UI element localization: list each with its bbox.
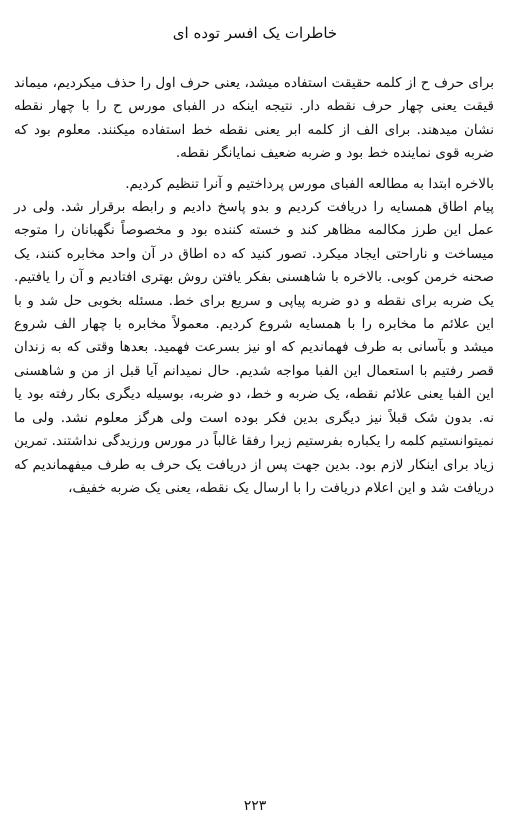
body-paragraph: بالاخره ابتدا به مطالعه الفبای مورس پرداختیم و آنرا تنظیم کردیم. — [125, 175, 494, 192]
page-body — [14, 72, 494, 500]
page-number: ۲۲۳ — [243, 798, 267, 814]
body-paragraph: پیام اطاق همسایه را دریافت کردیم و بدو پاسخ دادیم و رابطه برقرار شد. ولی در عمل این طرز مکالمه مظاهر کند و خسته کننده بود و مخصوصاً نگهبانان را متوجه میساخت و ناراحتی ایجاد میکرد. تصور کنید که ده اطاق در آن واحد مخابره کنند، یک صحنه خرمن کوبی. بالاخره با شاهسنی بفکر یافتن روش بهتری افتادیم و آن را یافتیم. یک ضربه برای نقطه و دو ضربه پیاپی و سریع برای خط. مسئله بخوبی حل شد و با این علائم ما مخابره را با همسایه شروع کردیم. معمولاً مخابره با چهار الف شروع میشد و بآسانی به طرف فهماندیم که او نیز بسرعت فهمید. بعدها وقتی که به زندان قصر رفتیم با استعمال این الفبا مواجه شدیم. حال نمیدانم آیا قبل از من و شاهسنی این الفبا یعنی علائم نقطه، یک ضربه و خط، دو ضربه، بوسیله دیگری بکار رفته بود یا نه. بدون شک قبلاً نیز دیگری بدین فکر بوده است ولی هرگز معلوم نشد. ولی ما نمیتوانستیم کلمه را یکباره بفرستیم زیرا رفقا غالباً در مورس ورزیدگی نداشتند. تمرین زیاد برای اینکار لازم بود. بدین جهت پس از دریافت یک حرف به طرف میفهماندیم که دریافت شد و این اعلام دریافت را با ارسال یک نقطه، یعنی یک ضربه خفیف، — [14, 199, 494, 496]
running-header: خاطرات یک افسر توده ای — [172, 24, 338, 42]
body-paragraph: برای حرف ح از کلمه حقیقت استفاده میشد، یعنی حرف اول را حذف میکردیم، میماند قیقت یعنی چهار حرف نقطه دار. نتیجه اینکه در الفبای مورس ح را با چهار نقطه نشان میدهند. برای الف از کلمه ابر یعنی نقطه خط استفاده میکنند. معلوم بود که ضربه قوی نماینده خط بود و ضربه ضعیف نمایانگر نقطه. — [14, 75, 494, 162]
